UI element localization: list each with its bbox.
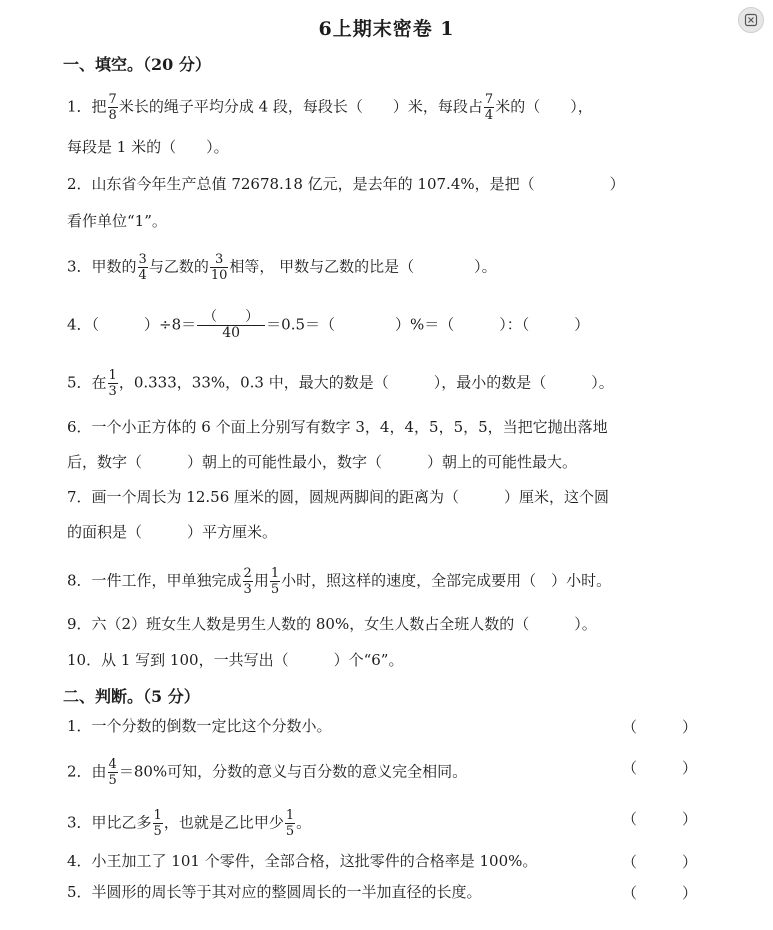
close-button[interactable]: [738, 7, 764, 33]
question-2-line-2: 看作单位“1”。: [67, 212, 167, 230]
fraction-1-5-b: $\frac{1}{5}$: [285, 808, 295, 839]
judgment-2: 2．由 $\frac{4}{5}$ ＝80%可知，分数的意义与百分数的意义完全相同。: [67, 757, 468, 788]
fraction-1-3: $\frac{1}{3}$: [108, 368, 117, 399]
judgment-4: 4．小王加工了 101 个零件，全部合格，这批零件的合格率是 100%。: [67, 852, 538, 870]
fraction-blank-40: $\frac{( )}{40}$: [197, 310, 265, 341]
question-6-line-2: 后，数字（ ）朝上的可能性最小，数字（ ）朝上的可能性最大。: [67, 453, 578, 471]
fraction-7-4: $\frac{7}{4}$: [484, 92, 494, 123]
question-1-line-1: 1．把 $\frac{7}{8}$ 米长的绳子平均分成 4 段，每段长（ ）米，每段占 $\frac{7}{4}$ 米的（ ），: [67, 92, 593, 123]
question-4: 4．（ ）÷8＝ $\frac{( )}{40}$ ＝0.5＝（ ）%＝（ ）：（ ）: [67, 309, 590, 341]
page-title: 6上期末密卷 1: [318, 18, 455, 40]
section-heading-fill-in: 一、填空。（20 分）: [63, 55, 211, 74]
question-10: 10．从 1 写到 100，一共写出（ ）个“6”。: [67, 651, 404, 669]
question-5: 5．在 $\frac{1}{3}$ ，0.333，33%，0.3 中，最大的数是（ ），最小的数是（ ）。: [67, 368, 614, 399]
answer-bracket-5[interactable]: （ ）: [622, 884, 698, 902]
question-1-line-2: 每段是 1 米的（ ）。: [67, 138, 229, 156]
fraction-7-8: $\frac{7}{8}$: [108, 92, 117, 123]
question-9: 9．六（2）班女生人数是男生人数的 80%，女生人数占全班人数的（ ）。: [67, 615, 597, 633]
question-7-line-1: 7．画一个周长为 12.56 厘米的圆，圆规两脚间的距离为（ ）厘米，这个圆: [67, 488, 610, 506]
fraction-1-5: $\frac{1}{5}$: [270, 566, 280, 597]
answer-bracket-1[interactable]: （ ）: [622, 718, 698, 736]
question-6-line-1: 6．一个小正方体的 6 个面上分别写有数字 3，4，4，5，5，5，当把它抛出落地: [67, 418, 608, 436]
answer-bracket-2[interactable]: （ ）: [622, 759, 698, 777]
question-8: 8．一件工作，甲单独完成 $\frac{2}{3}$ 用 $\frac{1}{5}$ 小时，照这样的速度，全部完成要用（ ）小时。: [67, 566, 612, 597]
question-2-line-1: 2．山东省今年生产总值 72678.18 亿元，是去年的 107.4%，是把（ ）: [67, 175, 625, 193]
question-7-line-2: 的面积是（ ）平方厘米。: [67, 523, 278, 541]
fraction-3-10: $\frac{3}{10}$: [210, 252, 228, 283]
section-heading-judgment: 二、判断。（5 分）: [63, 687, 200, 706]
fraction-2-3: $\frac{2}{3}$: [243, 566, 252, 597]
fraction-3-4: $\frac{3}{4}$: [138, 252, 147, 283]
judgment-3: 3．甲比乙多 $\frac{1}{5}$ ，也就是乙比甲少 $\frac{1}{5}$ 。: [67, 808, 312, 839]
judgment-5: 5．半圆形的周长等于其对应的整圆周长的一半加直径的长度。: [67, 883, 482, 901]
fraction-4-5: $\frac{4}{5}$: [108, 757, 117, 788]
question-3: 3．甲数的 $\frac{3}{4}$ 与乙数的 $\frac{3}{10}$ 相等， 甲数与乙数的比是（ ）。: [67, 252, 497, 283]
answer-bracket-3[interactable]: （ ）: [622, 810, 698, 828]
answer-bracket-4[interactable]: （ ）: [622, 853, 698, 871]
close-icon: [744, 13, 758, 27]
judgment-1: 1．一个分数的倒数一定比这个分数小。: [67, 717, 332, 735]
fraction-1-5-a: $\frac{1}{5}$: [153, 808, 162, 839]
